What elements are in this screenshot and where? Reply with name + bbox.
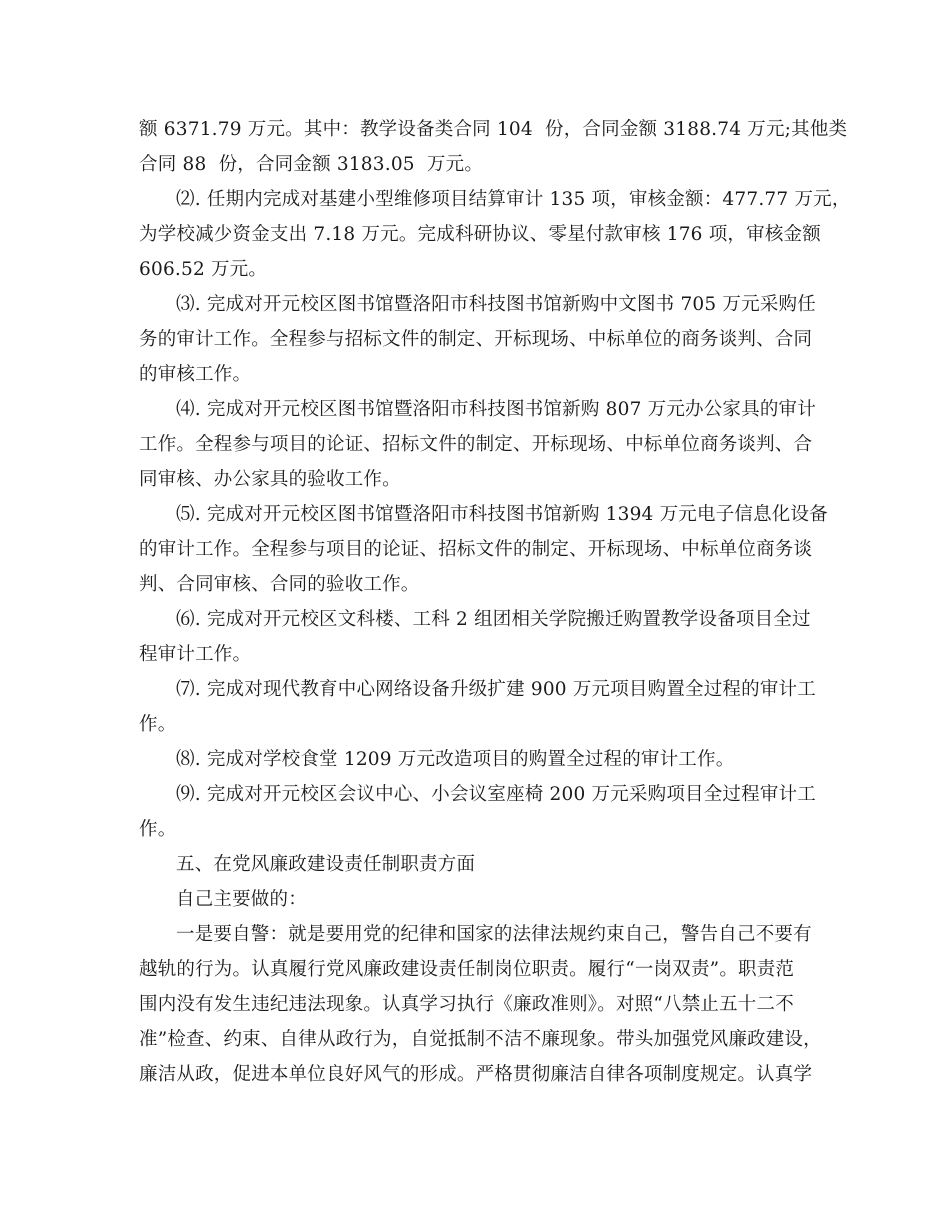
section-heading: 五、在党风廉政建设责任制职责方面 <box>176 854 476 875</box>
text-line: 程审计工作。 <box>139 644 252 665</box>
text-line: 准”检查、约束、自律从政行为，自觉抵制不洁不廉现象。带头加强党风廉政建设， <box>139 1029 822 1050</box>
text-line: 606.52 万元。 <box>139 259 268 280</box>
text-line: 的审核工作。 <box>139 364 252 385</box>
text-line: 额 6371.79 万元。其中：教学设备类合同 104 份，合同金额 3188.74 万元;其他类 <box>139 119 848 140</box>
text-line: 同审核、办公家具的验收工作。 <box>139 469 401 490</box>
text-line: 务的审计工作。全程参与招标文件的制定、开标现场、中标单位的商务谈判、合同 <box>139 329 813 350</box>
text-line: ⑸. 完成对开元校区图书馆暨洛阳市科技图书馆新购 1394 万元电子信息化设备 <box>176 504 828 525</box>
text-line: 越轨的行为。认真履行党风廉政建设责任制岗位职责。履行“一岗双责”。职责范 <box>139 959 795 980</box>
text-line: 判、合同审核、合同的验收工作。 <box>139 574 420 595</box>
text-line: 自己主要做的： <box>176 889 307 910</box>
text-line: 的审计工作。全程参与项目的论证、招标文件的制定、开标现场、中标单位商务谈 <box>139 539 813 560</box>
text-line: ⑼. 完成对开元校区会议中心、小会议室座椅 200 万元采购项目全过程审计工 <box>176 784 816 805</box>
text-line: 作。 <box>139 714 177 735</box>
text-line: 廉洁从政，促进本单位良好风气的形成。严格贯彻廉洁自律各项制度规定。认真学 <box>139 1064 813 1085</box>
text-line: ⑶. 完成对开元校区图书馆暨洛阳市科技图书馆新购中文图书 705 万元采购任 <box>176 294 816 315</box>
text-line: 一是要自警：就是要用党的纪律和国家的法律法规约束自己，警告自己不要有 <box>176 924 812 945</box>
text-line: 工作。全程参与项目的论证、招标文件的制定、开标现场、中标单位商务谈判、合 <box>139 434 813 455</box>
text-line: 作。 <box>139 819 177 840</box>
text-line: 为学校减少资金支出 7.18 万元。完成科研协议、零星付款审核 176 项，审核金额 <box>139 224 821 245</box>
text-line: 合同 88 份，合同金额 3183.05 万元。 <box>139 154 484 175</box>
text-line: ⑺. 完成对现代教育中心网络设备升级扩建 900 万元项目购置全过程的审计工 <box>176 679 816 700</box>
text-line: ⑹. 完成对开元校区文科楼、工科 2 组团相关学院搬迁购置教学设备项目全过 <box>176 609 811 630</box>
text-line: 围内没有发生违纪违法现象。认真学习执行《廉政准则》。对照“八禁止五十二不 <box>139 994 794 1015</box>
text-line: ⑷. 完成对开元校区图书馆暨洛阳市科技图书馆新购 807 万元办公家具的审计 <box>176 399 816 420</box>
text-line: ⑻. 完成对学校食堂 1209 万元改造项目的购置全过程的审计工作。 <box>176 749 735 770</box>
text-line: ⑵. 任期内完成对基建小型维修项目结算审计 135 项，审核金额：477.77 万元， <box>176 189 851 210</box>
